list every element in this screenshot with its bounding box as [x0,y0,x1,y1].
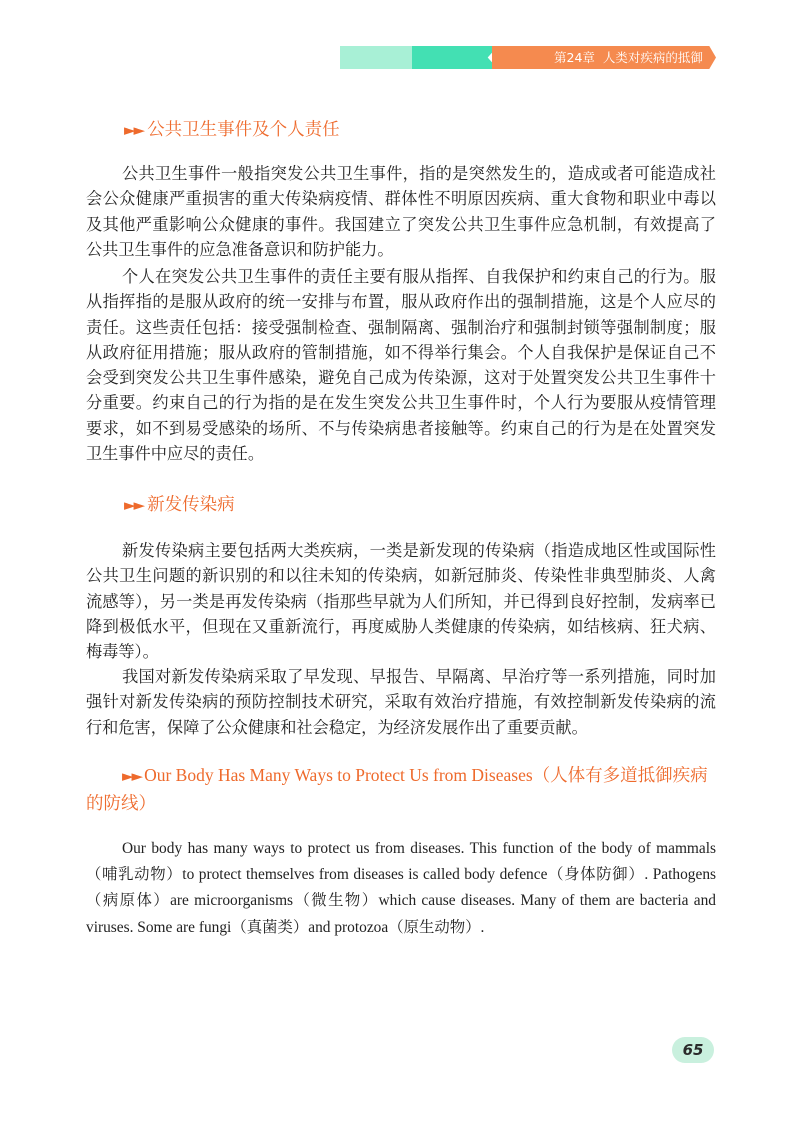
page-number-badge: 65 [672,1037,714,1063]
heading-arrow-icon: ►► [124,121,144,139]
header-band-teal-segment [412,46,498,69]
section-heading-public-health [124,115,724,145]
chapter-number: 第24章 [554,50,595,65]
english-paragraph: Our body has many ways to protect us from diseases. This function of the body of mammals（哺乳动物）to protect themselves from diseases is called body defence（身体防御）. Pathogens（病原体）are microorganisms（微生物）which cause diseases. Many of them are bacteria and viruses. Some are fungi（真菌类）and protozoa（原生动物）. [86,840,716,936]
header-band-light-segment [340,46,420,69]
heading-arrow-icon: ►► [124,496,144,514]
paragraph: 个人在突发公共卫生事件的责任主要有服从指挥、自我保护和约束自己的行为。服从指挥指的是服从政府的统一安排与布置，服从政府作出的强制措施，这是个人应尽的责任。这些责任包括：接受强制检查、强制隔离、强制治疗和强制封锁等强制制度；服从政府征用措施；服从政府的管制措施，如不得举行集会。个人自我保护是保证自己不会受到突发公共卫生事件感染，避免自己成为传染源，这对于处置突发公共卫生事件十分重要。约束自己的行为指的是在发生突发公共卫生事件时，个人行为要服从疫情管理要求，如不到易受感染的场所、不与传染病患者接触等。约束自己的行为是在处置突发卫生事件中应尽的责任。 [86,267,716,464]
paragraph: 新发传染病主要包括两大类疾病，一类是新发现的传染病（指造成地区性或国际性公共卫生问题的新识别的和以往未知的传染病，如新冠肺炎、传染性非典型肺炎、人禽流感等），另一类是再发传染病（指那些早就为人们所知，并已得到良好控制，发病率已降到极低水平，但现在又重新流行，再度威胁人类健康的传染病，如结核病、狂犬病、梅毒等）。 [86,541,716,662]
paragraph: 公共卫生事件一般指突发公共卫生事件，指的是突然发生的，造成或者可能造成社会公众健康严重损害的重大传染病疫情、群体性不明原因疾病、重大食物和职业中毒以及其他严重影响公众健康的事件。我国建立了突发公共卫生事件应急机制，有效提高了公共卫生事件的应急准备意识和防护能力。 [86,164,716,259]
chapter-header-text [554,48,714,67]
chapter-title: 人类对疾病的抵御 [602,50,703,65]
section-heading-text: 新发传染病 [147,495,235,515]
chapter-header-band [340,46,716,69]
section-heading-text: 公共卫生事件及个人责任 [147,120,340,140]
heading-arrow-icon: ►► [122,767,142,785]
section-heading-text: Our Body Has Many Ways to Protect Us from Diseases（人体有多道抵御疾病的防线） [86,765,708,813]
section-heading-body-defence [86,762,720,817]
section-heading-emerging-diseases [124,490,724,520]
paragraph: 我国对新发传染病采取了早发现、早报告、早隔离、早治疗等一系列措施，同时加强针对新发传染病的预防控制技术研究，采取有效治疗措施，有效控制新发传染病的流行和危害，保障了公众健康和社会稳定，为经济发展作出了重要贡献。 [86,667,716,737]
